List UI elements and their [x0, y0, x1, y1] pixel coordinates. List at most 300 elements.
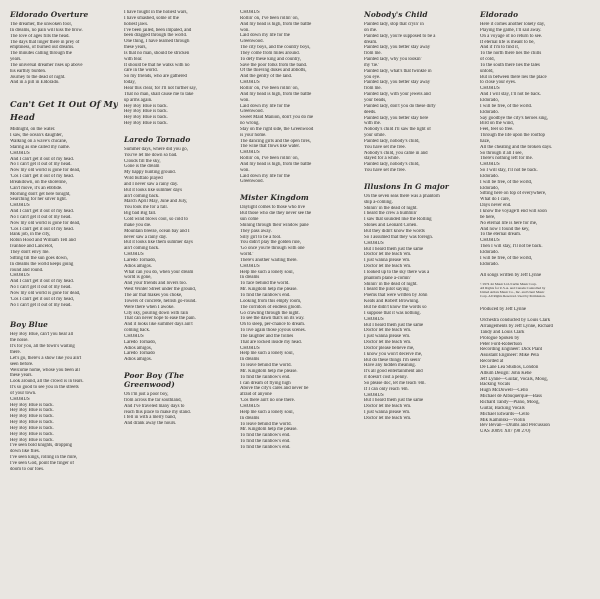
lyrics-poor-boy-continued: [240, 10, 358, 185]
lyric-line: your smile.: [364, 133, 386, 139]
lyric-line: And my head is high, from the battle: [240, 21, 312, 27]
lyric-line: Sitting here on top of everywhere,: [480, 191, 547, 197]
lyric-line: Journey to the dead of night.: [10, 74, 66, 80]
lyric-line: All the cheating and the broken days.: [480, 144, 553, 150]
lyric-line: The love of ages fills the head.: [10, 33, 70, 39]
lyric-line: West Winter Street under the ground,: [124, 287, 196, 293]
lyric-line: Say goodbye the city's heroes sing,: [480, 115, 548, 121]
lyric-line: of cold,: [480, 57, 495, 63]
lyric-line: Searching for her silver light.: [10, 197, 67, 203]
lyric-line: What do I care,: [480, 197, 510, 203]
lyric-line: To find the rainbow's end.: [240, 292, 291, 298]
lyric-line: It's for you, all the town's waiting: [10, 344, 75, 350]
lyric-line: And I can't get it out of my head.: [10, 156, 74, 162]
lyric-line: So I assumed that they was foreign.: [364, 234, 434, 240]
lyric-line: You have set me free.: [364, 144, 406, 150]
lyric-line: CHORUS: [10, 273, 30, 279]
lyric-line: But I heard them just the same: [364, 398, 424, 404]
lyric-line: Painted lady, you better stay here: [364, 115, 429, 121]
lyric-line: To the eternal dream.: [480, 232, 522, 238]
lyric-line: won.: [240, 97, 250, 103]
lyric-line: And the gentry of the land.: [240, 74, 293, 80]
lyric-line: Sweet Maid Manion, don't you do me: [240, 115, 314, 121]
lyric-line: deeds.: [364, 109, 377, 115]
lyrics-boy-blue: [10, 332, 118, 472]
lyric-line: Backing Vocals: [480, 382, 511, 388]
lyric-line: Doctor let me teach 'em.: [364, 404, 412, 410]
lyric-line: I've been jailed, been impaled, and: [124, 27, 192, 33]
lyric-line: And it looks like summer days ain't: [124, 322, 193, 328]
lyric-line: CHORUS: [240, 150, 260, 156]
lyric-line: make you die.: [124, 222, 152, 228]
lyric-line: Richard Tandy—Piano, Moog,: [480, 400, 540, 405]
lyric-line: To defy these king and country,: [240, 56, 301, 62]
lyric-line: Nobody's child I'll saw the light of: [364, 127, 431, 133]
lyric-line: To face behind the world.: [240, 281, 290, 287]
lyric-line: You didn't play the golden rule,: [240, 240, 301, 246]
lyric-line: Feel, feel so free.: [480, 127, 514, 133]
lyric-line: The universal dreamer rises up above: [10, 62, 83, 68]
lyric-line: Doctor let me teach 'em.: [364, 264, 412, 270]
lyric-line: And my head is high, from the battle: [240, 91, 312, 97]
lyric-line: emptiness, of burned out dreams.: [10, 45, 75, 51]
lyric-line: CHORUS: [240, 404, 260, 409]
lyric-line: be here,: [480, 214, 496, 220]
lyric-line: I know you won't deceive me,: [364, 351, 423, 357]
lyric-line: So through it all I see,: [480, 150, 523, 156]
lyric-line: ain't coming back.: [124, 246, 160, 252]
lyric-line: Painted lady, what's that twinkle in: [364, 68, 432, 74]
lyric-line: You've let me down so bad.: [124, 152, 178, 158]
lyric-line: Recording Engineer: Dick Plant: [480, 347, 543, 353]
lyric-line: Now my old world is gone for dead,: [10, 168, 81, 174]
lyric-line: Let's go, there's a show like you ain't: [10, 355, 82, 361]
lyric-line: 'Cos there ain't no one there.: [240, 398, 296, 404]
lyric-line: CHORUS: [240, 263, 260, 269]
lyric-line: Of the thieving dukes and abbotts,: [240, 68, 307, 74]
lyric-line: Guitar, Backing Vocals: [480, 405, 525, 411]
lyric-line: And I can't get it out of my head.: [10, 279, 74, 285]
lyric-line: Painted lady, nobody's child,: [364, 138, 420, 144]
lyric-line: from me.: [364, 86, 382, 92]
lyric-line: 'Cos I can't get it out of my head.: [10, 174, 75, 180]
lyric-line: Tandy and Louis Clark: [480, 329, 525, 335]
album-credits: [480, 307, 594, 436]
lyric-line: Mr. Kingdom help me please.: [240, 427, 298, 433]
lyric-line: And if I'm to find it,: [480, 45, 520, 51]
lyric-line: All Rights for U.S.A. and Canada Controlled by: [480, 286, 546, 291]
song-title-poor-boy: Poor Boy (The Greenwood): [124, 371, 185, 390]
lyric-line: To leave behind the world.: [240, 363, 292, 369]
lyric-line: Sitting till the sun goes down,: [10, 255, 68, 261]
lyric-line: To find the rainbow's end.: [240, 444, 291, 450]
lyric-line: To the south there lies the tales: [480, 62, 540, 68]
lyric-line: Painted lady, why you lookin': [364, 57, 422, 63]
lyric-line: The laughter and the follies: [240, 333, 294, 339]
lyric-line: No I can't get it out of my head.: [10, 214, 72, 220]
lyric-line: All songs written by Jeff Lynne: [480, 273, 542, 279]
lyric-line: CHORUS: [240, 80, 260, 86]
lyric-line: Poems that were written by John: [364, 293, 428, 299]
lyric-line: round and round.: [10, 267, 44, 273]
lyrics-boy-blue-continued: [124, 10, 236, 127]
lyric-line: holiest jaws.: [124, 21, 149, 27]
lyric-line: I looked up to the sky there was a: [364, 269, 430, 275]
lyric-line: It's all good entertainment and: [364, 369, 423, 375]
lyric-line: If eternal life is meant to be,: [480, 39, 535, 45]
lyric-line: To find the rainbow's end.: [240, 439, 291, 445]
lyric-line: ©1974 Jet Music Ltd./Carlin Music Corp.: [480, 282, 537, 287]
lyric-line: Corp. All Rights Reserved. Used by Permission.: [480, 294, 546, 299]
lyric-line: no wrong.: [240, 121, 260, 127]
lyric-line: Hugh McDowell—Cello: [480, 388, 529, 394]
lyric-line: these years,: [124, 45, 147, 51]
lyric-line: That are locked inside my head.: [240, 339, 302, 345]
lyric-line: on me.: [364, 27, 378, 33]
lyric-line: But he didn't know the words so: [364, 304, 427, 310]
lyric-line: Wild buffalo played: [124, 176, 163, 182]
lyrics-nobodys-child: [364, 22, 480, 174]
lyric-line: Adios amigos.: [124, 357, 152, 363]
lyric-line: Gone is the dream: [124, 164, 160, 170]
lyric-line: CHORUS: [10, 396, 30, 402]
lyric-line: from me.: [364, 51, 382, 57]
lyric-line: 'Cos I can't get it out of my head.: [10, 226, 75, 232]
lyric-line: And my head is high, from the battle: [240, 161, 312, 167]
lyric-line: My happy hunting ground.: [124, 170, 176, 176]
lyric-line: Hey Boy Blue is back.: [10, 402, 54, 408]
lyric-line: Summer days, where did you go,: [124, 146, 188, 152]
column-1: [10, 10, 118, 473]
lyric-line: But I heard them just the same: [364, 322, 424, 328]
lyric-line: CHORUS: [480, 162, 500, 168]
lyric-line: The minutes calling through the: [10, 51, 72, 57]
lyric-line: Hey Boy Blue is back.: [124, 121, 168, 127]
lyric-line: Painted lady, you better stay away: [364, 80, 431, 86]
lyric-line: Doctor let me teach 'em.: [364, 252, 412, 258]
lyric-line: Nobody's child, you came in and: [364, 150, 428, 156]
lyric-line: CHORUS: [364, 392, 384, 398]
lyric-line: So I will stay, I'll not be back.: [480, 168, 538, 174]
lyric-line: years.: [10, 57, 22, 63]
lyric-line: Is that no man, should be stricken: [124, 50, 190, 56]
lyric-line: Mik Kaminski—Violin: [480, 417, 526, 423]
lyric-line: And drank away the hours.: [124, 421, 177, 427]
lyric-line: In dreams: [240, 415, 260, 421]
lyric-line: Hey Boy Blue is back.: [124, 109, 168, 115]
lyric-line: What can you do, when your dream: [124, 269, 194, 275]
lyric-line: of your town.: [10, 390, 37, 396]
lyric-line: Now my old world is gone for dead,: [10, 220, 81, 226]
lyric-line: I will be free, of the world,: [480, 179, 533, 185]
lyric-line: Hey Boy Blue is back.: [10, 431, 54, 437]
lyric-line: Cold wind blows cool, so cold to: [124, 217, 188, 222]
lyric-line: up arms again.: [124, 97, 153, 103]
lyric-line: They pass away.: [240, 228, 272, 234]
lyric-line: Hey Boy Blue is back.: [10, 420, 54, 426]
column-4: [364, 10, 480, 422]
lyrics-poor-boy: [124, 392, 236, 427]
lyric-line: Oh to sleep, per-chance to dream.: [240, 322, 306, 328]
lyric-line: you eye.: [364, 74, 381, 80]
lyric-line: UAS 30091 X07 (98 270): [480, 429, 531, 435]
lyric-line: I've seen God, point the finger of: [10, 461, 74, 466]
lyric-line: And I can't get it out of my head.: [10, 209, 74, 215]
lyric-line: Look around, all the crowd is in tears.: [10, 379, 84, 385]
lyric-line: In dreams, no pain will kiss the brow.: [10, 27, 83, 33]
song-title-eldorado-overture: Eldorado Overture: [10, 10, 89, 19]
lyric-line: CHORUS: [364, 316, 384, 322]
lyric-line: Laid down my life for the: [240, 173, 290, 179]
lyric-line: To the north there lies the chills: [480, 51, 542, 57]
lyric-line: Oh I'm just a poor boy,: [124, 392, 169, 398]
lyric-line: So my friends, who are gathered: [124, 74, 187, 80]
song-title-eldorado: Eldorado: [480, 10, 519, 19]
lyric-line: seen before.: [10, 361, 34, 367]
lyric-line: The wine that flows like water.: [240, 144, 300, 150]
column-3: [240, 10, 358, 451]
lyric-line: Jeff Lynne—Guitar, Vocals, Moog,: [480, 376, 548, 382]
lyric-line: But it looks like them summer days: [124, 240, 193, 246]
lyric-line: Hey Boy Blue, can't you hear all: [10, 332, 74, 338]
lyric-line: Laid down my life for the: [240, 103, 290, 109]
lyric-line: Walking on a wave's chicane,: [10, 138, 68, 144]
lyric-line: won.: [240, 167, 250, 173]
lyric-line: To leave behind the world.: [240, 421, 292, 427]
lyric-line: 'Go once you're through with one: [240, 246, 305, 252]
lyric-line: I have smashed, some of the: [124, 15, 179, 21]
lyric-line: Above the city's cares and never be: [240, 386, 309, 392]
lyric-line: Doctor please believe me,: [364, 345, 415, 351]
lyric-line: Hey Boy Blue is back.: [124, 103, 168, 109]
lyric-line: won.: [240, 27, 250, 33]
lyric-line: Looking from this empty room,: [240, 298, 302, 304]
lyric-line: Stones and Leonard Cohen.: [364, 223, 418, 229]
lyric-line: your beads,: [364, 97, 387, 103]
lyric-line: dream.: [364, 39, 378, 45]
lyric-line: there.: [10, 349, 21, 355]
lyric-line: I can dream of flying high: [240, 380, 291, 386]
lyric-line: That can never hope to ease the pain.: [124, 316, 196, 322]
lyric-line: my 'tie.': [364, 62, 380, 68]
lyric-line: On the seven seas there was a phantom: [364, 193, 440, 199]
lyric-line: But they didn't know the words: [364, 229, 425, 234]
lyric-line: So please doc, let me teach 'em.: [364, 380, 426, 386]
lyric-line: from across the far southland,: [124, 397, 182, 403]
lyric-line: Laredo Tornado,: [124, 339, 157, 345]
lyric-line: Go crawling through the night.: [240, 310, 300, 316]
lyric-line: Clouds fill the sky,: [124, 158, 161, 164]
lyric-line: it doesn't cost a penny.: [364, 375, 408, 381]
lyric-line: down like flies.: [10, 449, 40, 455]
lyric-line: Orchestra conducted by Louis Clark: [480, 318, 551, 324]
lyric-line: The days that linger there in prey of: [10, 39, 80, 45]
lyric-line: It should be that he walks with no: [124, 62, 190, 68]
song-title-laredo-tornado: Laredo Tornado: [124, 134, 191, 144]
lyric-line: CHORUS: [10, 203, 30, 209]
lyric-line: never saw a rainy day.: [124, 234, 168, 240]
lyric-line: Painted lady, don't you do these dirty: [364, 103, 436, 109]
lyric-line: Greenwood.: [240, 179, 264, 185]
lyric-line: I have fought in the holiest wars,: [124, 10, 188, 15]
lyric-line: I know the voyage'll end will soon: [480, 209, 547, 214]
lyric-line: coming back.: [124, 328, 151, 334]
lyric-line: Rollin' on, I've been rollin' on,: [240, 85, 299, 91]
lyric-line: To find the rainbow's end.: [240, 433, 291, 439]
lyric-line: Painted lady, stop that cryin' in: [364, 22, 424, 27]
lyric-line: But in between there lies the place: [480, 74, 547, 80]
lyric-line: Eldorado.: [480, 109, 499, 115]
lyric-line: CHORUS: [480, 86, 500, 92]
lyric-line: Hear this clear, for I'll not further say,: [124, 85, 197, 91]
lyric-line: Greenwood.: [240, 109, 264, 115]
lyric-line: Mr. Kingdom help me please.: [240, 368, 298, 374]
lyric-line: And your friends and lovers too.: [124, 281, 187, 287]
lyric-line: Playing the game, I'll sail away.: [480, 27, 542, 33]
lyric-line: Now my old world is gone for dead,: [10, 290, 81, 296]
lyric-line: The air that makes you choke,: [124, 292, 183, 298]
lyric-line: Hey Boy Blue is back.: [10, 414, 54, 420]
lyric-line: untold,: [480, 68, 494, 74]
lyric-line: doom to our foes.: [10, 466, 45, 472]
lyric-line: Hey Boy Blue is back.: [10, 408, 54, 414]
lyric-line: Eldorado.: [480, 261, 499, 267]
lyric-line: Ivanhoe and Lancelot,: [10, 244, 54, 250]
lyric-line: That no man, shall cause me to take: [124, 91, 194, 97]
lyric-line: Mr. Kingdom help me please.: [240, 287, 298, 293]
lyric-line: No I can't get it out of my head.: [10, 302, 72, 308]
lyric-line: Robin Hood and William Tell and: [10, 238, 76, 244]
lyric-line: Hey Boy Blue is back.: [10, 437, 54, 443]
lyric-line: Adios amigos.: [124, 263, 152, 269]
lyric-line: world is gone,: [124, 275, 152, 281]
lyric-line: CHORUS: [240, 345, 260, 351]
lyric-line: It's so good to see you in the streets: [10, 385, 79, 391]
lyric-line: March April May, June and July,: [124, 199, 188, 205]
lyric-line: Produced by Jeff Lynne: [480, 306, 527, 312]
lyric-line: CHORUS: [124, 252, 144, 258]
lyric-line: Shinin' in the dead of night.: [364, 281, 418, 287]
lyric-line: And I will stay, I'll not be back.: [480, 92, 541, 98]
lyric-line: There's another waiting there.: [240, 257, 298, 263]
lyric-line: these years.: [10, 373, 33, 379]
lyric-line: sun come: [240, 217, 259, 222]
lyric-line: Painted lady, nobody's child,: [364, 162, 420, 168]
lyric-line: Eldorado,: [480, 185, 499, 191]
lyric-line: To find the rainbow's end.: [240, 374, 291, 380]
lyric-line: Doctor let me teach 'em.: [364, 416, 412, 421]
lyric-line: Michael Edwards—Cello: [480, 411, 530, 417]
lyric-line: Doctor let me teach 'em.: [364, 328, 412, 334]
lyric-line: I saw that sounded like the Rolling: [364, 217, 432, 223]
lyric-line: Bank job, in the city,: [10, 232, 51, 238]
lyric-line: The city boys, and the country boys,: [240, 45, 311, 51]
lyric-line: And now I found the key,: [480, 226, 530, 232]
song-title-cant-get-it-out-of-my-head: Can't Get It Out Of My Head: [10, 99, 118, 123]
lyric-line: is your home.: [240, 132, 267, 138]
lyric-line: Laredo Tornado: [124, 351, 155, 357]
lyric-line: Album Design: John Kehe: [480, 370, 532, 376]
lyric-line: Days never end.: [480, 203, 512, 209]
lyric-line: I just wanna please 'em.: [364, 334, 411, 340]
lyric-line: to close your eyes.: [480, 80, 517, 86]
lyric-line: ship a-coming.: [364, 199, 393, 205]
copyright-notice: [480, 282, 594, 298]
lyric-line: Through the life upon the rooftop: [480, 133, 545, 139]
lyric-line: Adios amigos,: [124, 345, 152, 351]
lyric-line: Welcome home, whose you been all: [10, 367, 80, 373]
lyric-line: They come from miles around.: [240, 50, 300, 56]
lyric-line: City sky, pouring down with rain: [124, 310, 188, 316]
lyric-line: The dancing girls and the open fires,: [240, 138, 311, 144]
lyric-line: But those who die they never see the: [240, 211, 312, 217]
lyric-line: I just wanna please 'em.: [364, 410, 411, 416]
lyric-line: Shining through their window pane: [240, 222, 309, 228]
lyric-line: stayed for a while.: [364, 156, 400, 162]
lyric-line: Big bad Big fall.: [124, 211, 157, 217]
lyric-line: Were there when I awoke.: [124, 304, 175, 310]
lyric-line: CHORUS: [10, 150, 30, 156]
lyric-line: No eternal life is here for me,: [480, 220, 538, 226]
lyric-line: Painted lady, you're supposed to be a: [364, 33, 436, 39]
lyric-line: Eldorado,: [480, 97, 499, 103]
lyric-line: CHORUS: [240, 10, 260, 15]
lyric-line: Then I will stay, I'll not be back.: [480, 244, 543, 250]
lyric-line: Midnight, on the water.: [10, 127, 56, 133]
lyrics-eldorado: [480, 22, 594, 279]
lyric-line: Keats and Robert Browning.: [364, 299, 420, 305]
column-2: [124, 10, 236, 427]
lyrics-illusions-in-g-major: [364, 194, 480, 422]
lyric-line: haze,: [480, 138, 491, 144]
lyric-line: and I never saw a rainy day.: [124, 181, 179, 187]
lyric-line: Eldorado.: [480, 173, 499, 179]
lyric-line: I saw, the ocean's daughter,: [10, 133, 63, 139]
lyric-line: In dreams the world keeps going: [10, 261, 74, 267]
lyric-line: Laid down my life for the: [240, 33, 290, 39]
lyric-line: Doctor let me teach 'em.: [364, 340, 412, 346]
lyric-line: I've seen bold knights, dropping: [10, 443, 73, 449]
lyric-line: The corridors of endless gloom.: [240, 304, 302, 310]
lyric-line: Laredo Tornado,: [124, 257, 157, 263]
lyric-line: Hey Boy Blue is back.: [10, 425, 54, 431]
lyric-line: Daylight comes to those who live: [240, 205, 305, 211]
lyric-line: I've seen kings, rolling in the mire,: [10, 455, 78, 461]
lyric-line: No I can't get it out of my head.: [10, 162, 72, 168]
lyric-line: with fear.: [124, 56, 143, 62]
lyrics-laredo-tornado: [124, 147, 236, 363]
song-title-boy-blue: Boy Blue: [10, 320, 48, 330]
lyric-line: Morning don't get here tonight,: [10, 191, 71, 197]
lyric-line: You have set me free.: [364, 168, 406, 174]
lyric-line: Greenwood.: [240, 39, 264, 45]
lyric-line: De Lane Lea Studios, London: [480, 364, 539, 370]
song-title-illusions-in-g-major: Illusions In G major: [364, 181, 449, 191]
lyric-line: I heard the crew a hummin': [364, 211, 417, 217]
lyric-line: One thing, I have learned through: [124, 39, 190, 45]
lyric-line: Silly girl to be a fool.: [240, 234, 282, 240]
lyric-line: And I've traveled many days to: [124, 403, 185, 409]
song-title-mister-kingdom: Mister Kingdom: [240, 193, 309, 203]
lyric-line: On a voyage of no return to see.: [480, 33, 543, 39]
lyric-line: Arrangements by Jeff Lynne, Richard: [480, 324, 553, 330]
lyric-line: afraid of anyone: [240, 392, 272, 398]
lyric-line: CHORUS: [480, 238, 500, 244]
lyric-line: Rollin' on, I've been rollin' on,: [240, 156, 299, 162]
lyric-line: To see the dawn that's on its way.: [240, 316, 305, 322]
lyric-line: Recorded at: [480, 359, 504, 365]
lyric-line: But do these things I'm seein': [364, 357, 421, 363]
